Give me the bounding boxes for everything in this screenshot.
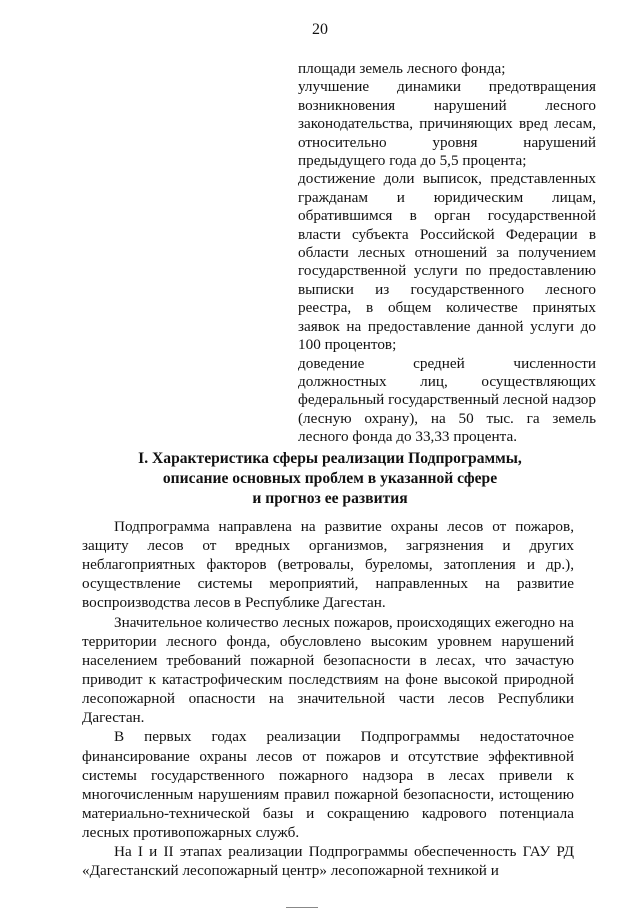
body-paragraph: Значительное количество лесных пожаров, происходящих ежегодно на территории лесного фонда, обусловлено высоким уровнем нарушений населением требований пожарной безопасности в лесах, что зачастую приводит к катастрофическим последствиям на фоне высокой природной лесопожарной опасности на значительной части лесов Республики Дагестан. [82,613,574,727]
section-heading [100,449,560,509]
section-heading-line: I. Характеристика сферы реализации Подпрограммы, [138,450,522,467]
page-bottom-mark [286,907,318,908]
indicator-item: достижение доли выписок, представленных гражданам и юридическим лицам, обратившимся в орган государственной власти субъекта Российской Федерации в области лесных отношений за получением государственной услуги по предоставлению выписки из государственного лесного реестра, в общем количестве принятых заявок на предоставление данной услуги до 100 процентов; [298,170,596,354]
indicator-item: улучшение динамики предотвращения возникновения нарушений лесного законодательства, причиняющих вред лесам, относительно уровня нарушений предыдущего года до 5,5 процента; [298,78,596,170]
body-paragraph: На I и II этапах реализации Подпрограммы обеспеченность ГАУ РД «Дагестанский лесопожарный центр» лесопожарной техникой и [82,843,574,880]
body-paragraph: В первых годах реализации Подпрограммы недостаточное финансирование охраны лесов от пожаров и отсутствие эффективной системы государственного пожарного надзора в лесах привели к многочисленным нарушениям правил пожарной безопасности, истощению материально-технической базы и сокращению кадрового потенциала лесных противопожарных служб. [82,728,574,841]
section-heading-line: описание основных проблем в указанной сфере [162,470,498,487]
section-body [82,517,574,881]
indicator-item: площади земель лесного фонда; [298,60,506,77]
target-indicators-list [298,60,596,447]
section-heading-line: и прогноз ее развития [252,490,408,507]
body-paragraph: Подпрограмма направлена на развитие охраны лесов от пожаров, защиту лесов от вредных организмов, загрязнения и других неблагоприятных факторов (ветровалы, буреломы, затопления и др.), осуществление системы мероприятий, направленных на развитие воспроизводства лесов в Республике Дагестан. [82,518,574,612]
indicator-item: доведение средней численности должностных лиц, осуществляющих федеральный государственный лесной надзор (лесную охрану), на 50 тыс. га земель лесного фонда до 33,33 процента. [298,354,596,446]
page-number: 20 [312,21,328,38]
